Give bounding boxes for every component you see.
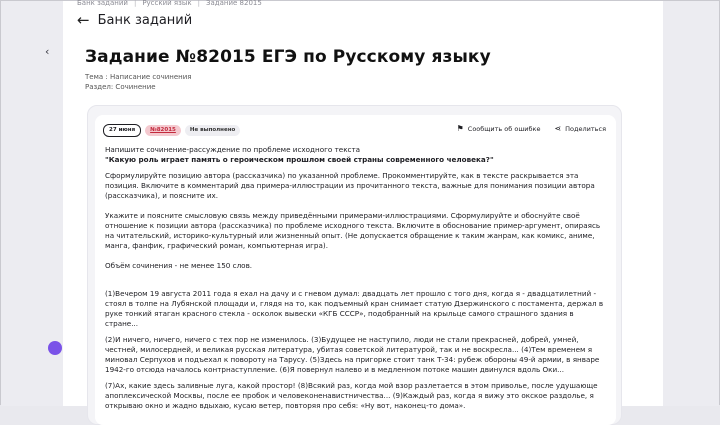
share-icon: ⋖	[554, 124, 562, 133]
source-text-paragraph: (1)Вечером 19 августа 2011 года я ехал на дачу и с гневом думал: двадцать лет прошло с того дня, когда я - двадцатилетний - стоял в толпе на Лубянской площади и, глядя на то, как подъемный кран снимает статую Дзержинского с постамента, держал в руке тонкий ятаган красного стекла - осколок вывески «КГБ СССР», подобранный на крыльце самого страшного здания в стране...	[105, 289, 604, 328]
right-margin	[661, 1, 719, 406]
task-card-inner	[95, 115, 616, 425]
report-error-button[interactable]	[457, 125, 541, 133]
back-title[interactable]: Банк заданий	[97, 13, 193, 28]
back-link[interactable]	[77, 13, 192, 28]
task-theme: Тема : Написание сочинения	[85, 73, 192, 81]
source-text-paragraph: (2)И ничего, ничего, ничего с тех пор не изменилось. (3)Будущее не наступило, люди не стали прекрасней, добрей, умней, честней, милосердней, и великая русская литература, убитая советской литературой, так и не воскресла... (4)Тем временем я миновал Серпухов и подъехал к повороту на Тарусу. (5)Здесь на пригорке стоит танк Т-34: рубеж обороны 49-й армии, в январе 1942-го отсюда началось контрнаступление. (6)Я повернул налево и в медленном потоке машин двинулся вдоль Оки...	[105, 335, 600, 374]
report-error-label: Сообщить об ошибке	[467, 125, 541, 133]
task-content	[105, 145, 605, 411]
breadcrumb-item: Задание 82015	[205, 0, 262, 7]
share-label: Поделиться	[565, 125, 606, 133]
task-number-badge[interactable]: №82015	[145, 125, 181, 136]
task-intro: Напишите сочинение-рассуждение по проблеме исходного текста	[105, 145, 361, 154]
breadcrumb-separator: |	[133, 0, 137, 7]
task-card	[87, 105, 622, 425]
left-sidebar	[1, 1, 63, 406]
date-badge: 27 июня	[103, 124, 141, 137]
breadcrumb-item[interactable]: Банк заданий	[77, 0, 128, 7]
share-button[interactable]	[554, 125, 606, 133]
breadcrumb-separator: |	[197, 0, 200, 7]
breadcrumb	[77, 0, 262, 7]
instruction-paragraph: Сформулируйте позицию автора (рассказчика) по указанной проблеме. Прокомментируйте, как в тексте раскрывается эта позиция. Включите в комментарий два примера-иллюстрации из прочитанного текста, важные для понимания позиции автора (рассказчика), и поясните их.	[105, 171, 595, 200]
volume-requirement: Объём сочинения - не менее 150 слов.	[105, 261, 253, 270]
status-badge: Не выполнено	[185, 125, 240, 136]
task-meta	[85, 72, 191, 92]
chevron-left-icon[interactable]: ‹	[45, 45, 50, 58]
card-actions	[457, 125, 606, 133]
instruction-paragraph: Укажите и поясните смысловую связь между приведёнными примерами-иллюстрациями. Сформулируйте и обоснуйте своё отношение к позиции автора (рассказчика) по проблеме исходного текста. Включите в обоснование пример-аргумент, опираясь на читательский, историко-культурный или жизненный опыт. (Не допускается обращение к таким жанрам, как комикс, аниме, манга, фанфик, графический роман, компьютерная игра).	[105, 211, 601, 250]
accent-dot-icon	[48, 341, 62, 355]
task-question: "Какую роль играет память о героическом прошлом своей страны современного человека?"	[105, 155, 494, 164]
page-title: Задание №82015 ЕГЭ по Русскому языку	[85, 47, 491, 67]
main-page	[63, 0, 663, 410]
task-chips	[103, 124, 240, 137]
breadcrumb-item[interactable]: Русский язык	[142, 0, 192, 7]
arrow-left-icon[interactable]: ←	[77, 11, 90, 29]
source-text-paragraph: (7)Ах, какие здесь заливные луга, какой простор! (8)Всякий раз, когда мой взор разлетается в этом привольe, после удушающе апоплексической Москвы, после ее пробок и человеконенавистничества... (9)Каждый раз, когда я вижу это окское раздолье, я открываю окно и жадно вдыхаю, кусаю ветер, повторяя про себя: «Ну вот, наконец-то дома».	[105, 381, 598, 410]
task-section: Раздел: Сочинение	[85, 83, 156, 91]
flag-icon: ⚑	[456, 124, 464, 133]
